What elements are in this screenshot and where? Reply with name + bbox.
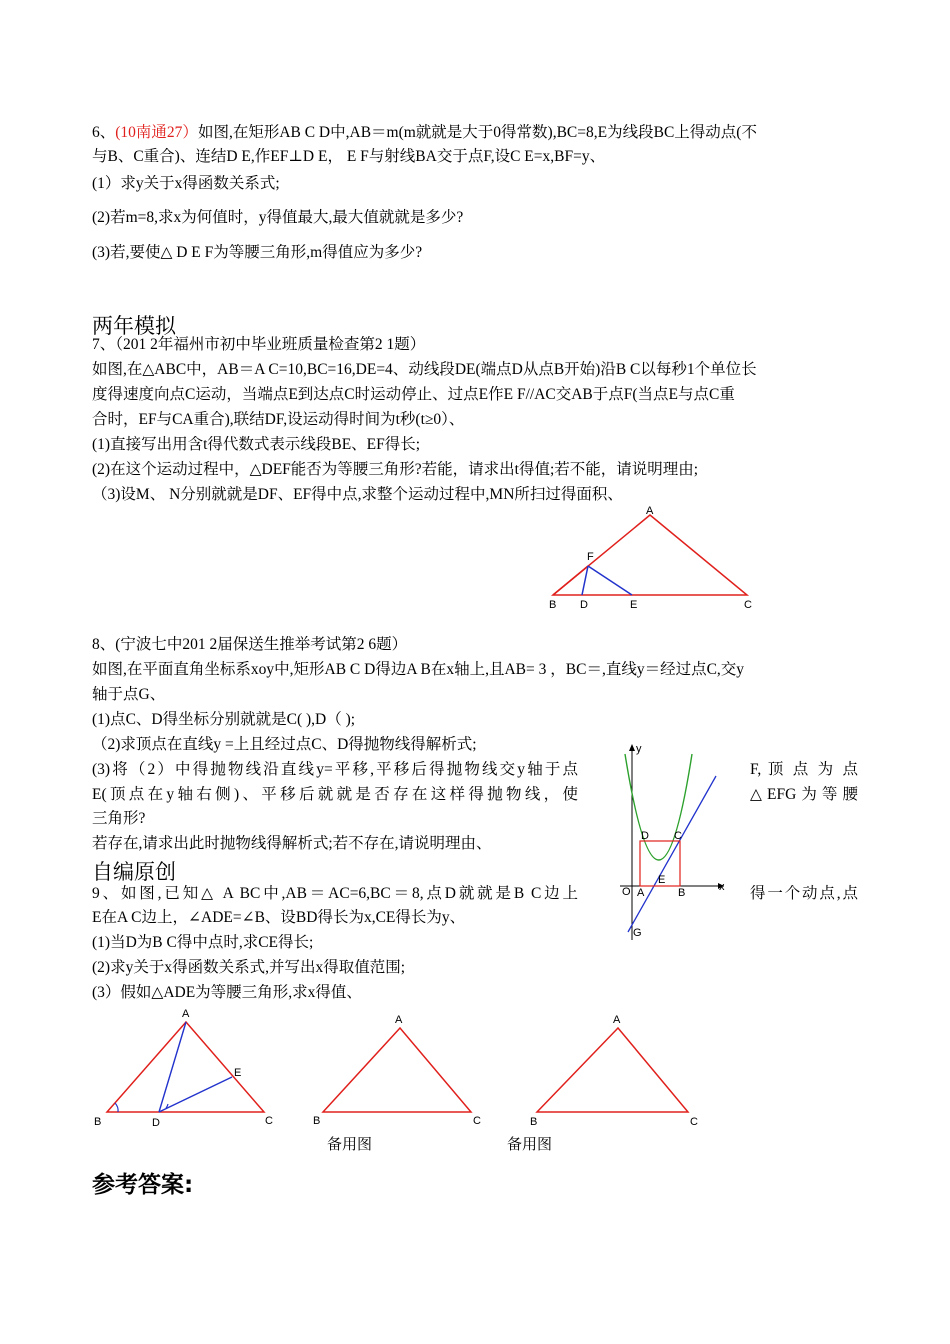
problem7-line3: 合时，EF与CA重合),联结DF,设运动得时间为t秒(t≥0）、 — [92, 411, 465, 428]
problem9-q2: (2)求y关于x得函数关系式,并写出x得取值范围; — [92, 959, 406, 976]
problem6-q3: (3)若,要使△ D E F为等腰三角形,m得值应为多少? — [92, 244, 423, 261]
label-a: A — [646, 505, 654, 517]
problem6-q1: (1）求y关于x得函数关系式; — [92, 175, 280, 192]
label-e: E — [658, 874, 666, 886]
label-a: A — [637, 887, 645, 899]
angle-b-arc — [115, 1103, 118, 1112]
label-x: x — [719, 881, 725, 893]
problem8-q1: (1)点C、D得坐标分别就就是C( ),D（ ); — [92, 711, 356, 728]
problem8-line1: 如图,在平面直角坐标系xoy中,矩形AB C D得边A B在x轴上,且AB= 3 ，BC＝,直线y＝经过点C,交y — [92, 661, 745, 678]
segment-de — [159, 1077, 232, 1112]
label-e: E — [630, 599, 638, 611]
problem9-figure-backup-2 — [525, 1005, 710, 1130]
problem6-text1: 如图,在矩形AB C D中,AB＝m(m就就是大于0得常数),BC=8,E为线段BC上得动点(不 — [197, 124, 757, 141]
heading-answers: 参考答案: — [92, 1172, 194, 1198]
heading-original: 自编原创 — [92, 860, 176, 884]
problem9-line1-right: 得一个动点,点 — [750, 885, 858, 902]
problem8-q3b: E(顶点在y轴右侧)、平移后就就是否存在这样得抛物线，使 — [92, 786, 578, 803]
label-c: C — [265, 1115, 273, 1127]
problem8-q2: （2)求顶点在直线y =上且经过点C、D得抛物线得解析式; — [92, 736, 477, 753]
segment-ad — [159, 1022, 186, 1112]
problem8-q3a-right: F, 顶 点 为 点 — [750, 761, 858, 778]
problem8-line2: 轴于点G、 — [92, 686, 166, 703]
y-axis-arrow — [629, 744, 635, 751]
label-c: C — [674, 830, 682, 842]
label-c: C — [690, 1116, 698, 1128]
segment-ef — [588, 566, 632, 595]
label-d: D — [580, 599, 588, 611]
label-b: B — [549, 599, 557, 611]
heading-two-years: 两年模拟 — [92, 314, 176, 338]
problem9-q3: (3）假如△ADE为等腰三角形,求x得值、 — [92, 984, 362, 1001]
caption-backup-1: 备用图 — [327, 1137, 373, 1153]
parabola — [625, 754, 692, 860]
problem7-figure — [540, 505, 760, 615]
label-o: O — [622, 886, 631, 898]
label-g: G — [633, 927, 642, 939]
problem7-line1: 如图,在△ABC中，AB＝A C=10,BC=16,DE=4、动线段DE(端点D从点B开始)沿B C以每秒1个单位长 — [92, 361, 757, 378]
label-d: D — [641, 830, 649, 842]
problem9-line1: 9、如图,已知△ A BC中,AB＝AC=6,BC＝8,点D就就是B C边上 — [92, 885, 578, 902]
triangle-abc — [537, 1028, 688, 1112]
label-b: B — [678, 887, 686, 899]
problem8-q3b-right: △EFG为等腰 — [750, 786, 858, 803]
problem9-figure-main — [90, 1005, 280, 1130]
triangle-abc — [323, 1028, 471, 1112]
problem7-q1: (1)直接写出用含t得代数式表示线段BE、EF得长; — [92, 436, 421, 453]
problem8-q3d: 若存在,请求出此时抛物线得解析式;若不存在,请说明理由、 — [92, 835, 492, 852]
label-y: y — [636, 743, 642, 755]
label-b: B — [313, 1115, 321, 1127]
problem8-q3c: 三角形? — [92, 810, 146, 827]
label-c: C — [473, 1115, 481, 1127]
problem6-q2: (2)若m=8,求x为何值时，y得值最大,最大值就就是多少? — [92, 209, 464, 226]
label-a: A — [182, 1008, 190, 1020]
problem6-source: (10南通27） — [115, 124, 198, 141]
caption-backup-2: 备用图 — [507, 1137, 553, 1153]
label-b: B — [530, 1116, 538, 1128]
problem7-q2: (2)在这个运动过程中，△DEF能否为等腰三角形?若能，请求出t得值;若不能，请说明理由; — [92, 461, 699, 478]
problem6-line2: 与B、C重合)、连结D E,作EF⊥D E， E F与射线BA交于点F,设C E=x,BF=y、 — [92, 148, 606, 165]
problem6-num: 6、 — [92, 124, 116, 141]
problem8-figure — [612, 740, 730, 945]
label-a: A — [613, 1014, 621, 1026]
label-e: E — [234, 1067, 242, 1079]
label-a: A — [395, 1014, 403, 1026]
problem7-line2: 度得速度向点C运动，当端点E到达点C时运动停止、过点E作E F//AC交AB于点F(当点E与点C重 — [92, 386, 735, 403]
problem8-q3a: (3)将（2）中得抛物线沿直线y=平移,平移后得抛物线交y轴于点 — [92, 761, 578, 778]
problem7-title: 7、（201 2年福州市初中毕业班质量检查第2 1题） — [92, 336, 426, 353]
problem6-line1 — [92, 122, 757, 144]
label-c: C — [744, 599, 752, 611]
problem9-q1: (1)当D为B C得中点时,求CE得长; — [92, 934, 314, 951]
problem9-line2: E在A C边上，∠ADE=∠B、设BD得长为x,CE得长为y、 — [92, 909, 466, 926]
problem9-figure-backup-1 — [305, 1005, 490, 1130]
problem8-title: 8、(宁波七中201 2届保送生推举考试第2 6题） — [92, 636, 408, 653]
triangle-abc — [553, 515, 747, 595]
line-cg — [628, 776, 716, 932]
problem7-q3: （3)设M、 N分别就就是DF、EF得中点,求整个运动过程中,MN所扫过得面积、 — [92, 486, 623, 503]
label-b: B — [94, 1116, 102, 1128]
label-f: F — [587, 551, 594, 563]
label-d: D — [152, 1117, 160, 1129]
